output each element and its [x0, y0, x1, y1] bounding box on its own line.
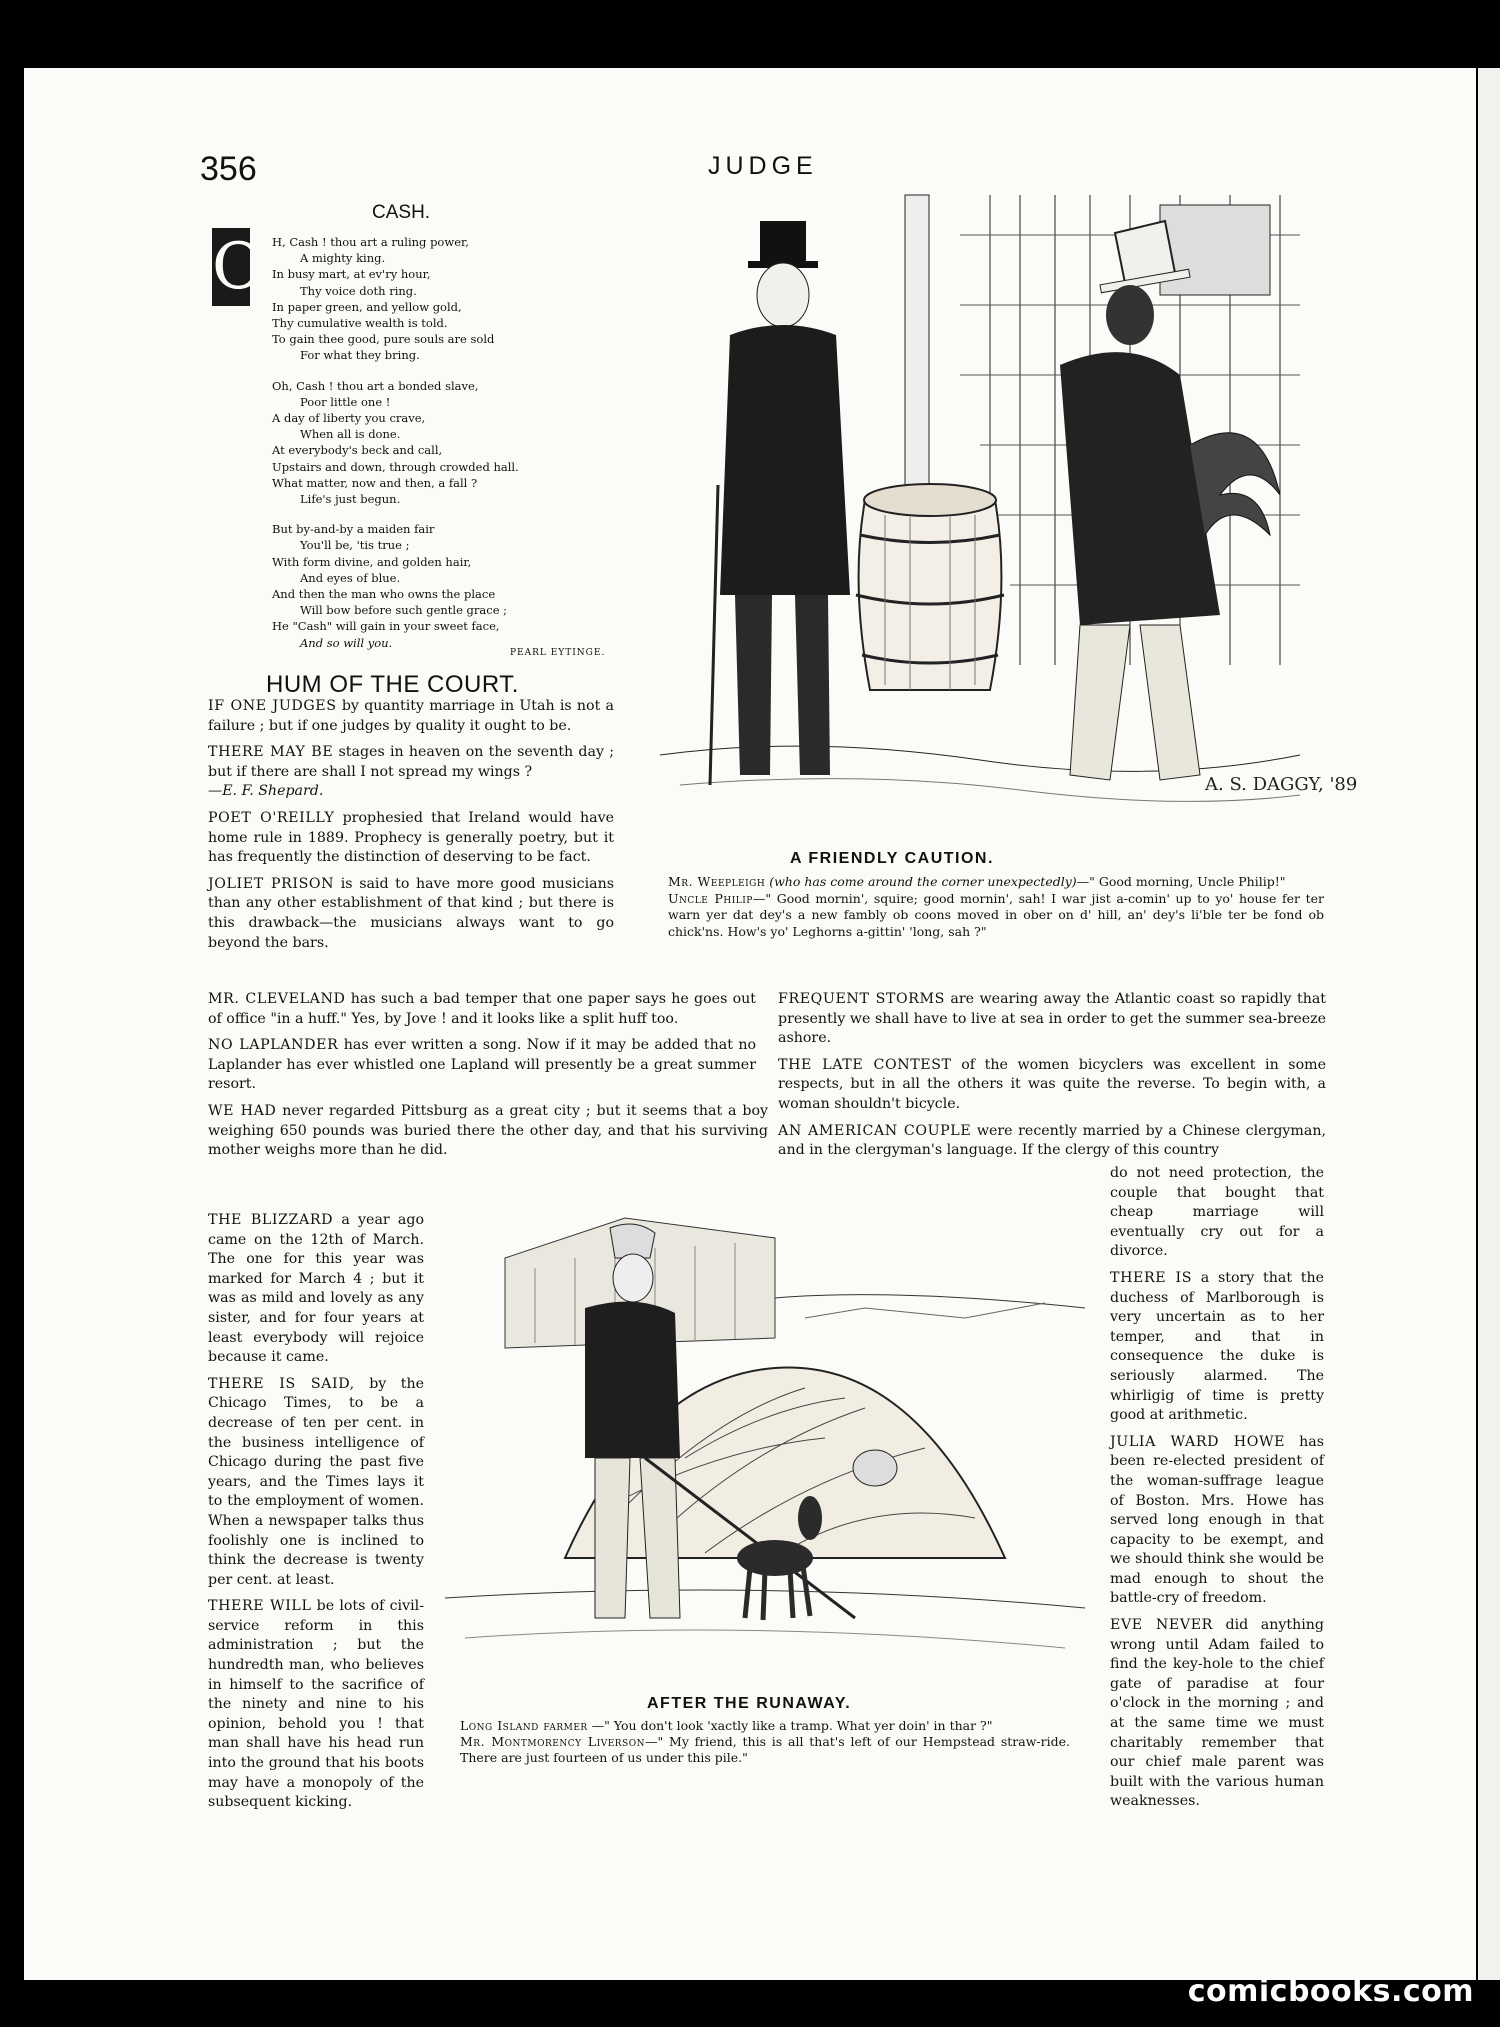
column-bottom-right: [778, 990, 1326, 1168]
caption-line: [460, 1718, 1070, 1734]
paragraph: [1110, 1269, 1324, 1426]
paragraph-lead: AN AMERICAN COUPLE: [778, 1122, 972, 1139]
cartoon-title: AFTER THE RUNAWAY.: [647, 1695, 852, 1712]
poem-line: And so will you.: [300, 635, 393, 650]
poem-line: Thy cumulative wealth is told.: [272, 316, 448, 331]
paragraph: [1110, 1164, 1324, 1262]
paragraph-text: did anything wrong until Adam failed to find the key-hole to the chief gate of paradise at four o'clock in the morning ; and at the same time we must charitably remember that our chief male parent was built with the various human weaknesses.: [1110, 1617, 1324, 1810]
speaker: Long Island farmer: [460, 1718, 588, 1733]
signature: —E. F. Shepard.: [208, 783, 324, 800]
paragraph-lead: POET O'REILLY: [208, 809, 335, 826]
facing-page-edge: [1478, 68, 1500, 1980]
speech: —" Good mornin', squire; good mornin', sah! I war jist a-comin' up to yo' house fer ter warn yer dat dey's a new fambly ob coons moved in ober on d' hill, an' dey's li'ble ter be fond ob chick'ns. How's yo' Leghorns a-gittin' 'long, sah ?": [668, 890, 1324, 939]
paragraph-lead: THERE IS SAID,: [208, 1375, 355, 1392]
poem-line: And eyes of blue.: [300, 570, 401, 585]
barrel-icon: [856, 484, 1004, 690]
paragraph-lead: THERE MAY BE: [208, 744, 334, 761]
paragraph-text: a year ago came on the 12th of March. The one for this year was marked for March 4 ; but it was as mild and lovely as any sister, and for four years at least everybody will rejoice because it came.: [208, 1212, 424, 1366]
poem-line: You'll be, 'tis true ;: [300, 538, 410, 553]
stage-direction: (who has come around the corner unexpectedly): [769, 874, 1077, 889]
poem-line: Oh, Cash ! thou art a bonded slave,: [272, 378, 479, 393]
column-hum-top: [208, 697, 614, 960]
paragraph-lead: NO LAPLANDER: [208, 1037, 339, 1054]
poem-line: At everybody's beck and call,: [272, 443, 443, 458]
paragraph-text: has been re-elected president of the woman-suffrage league of Boston. Mrs. Howe has served long enough in that capacity to be exempt, and we should think she would be mad enough to shout the battle-cry of freedom.: [1110, 1433, 1324, 1607]
paragraph: [208, 990, 756, 1029]
poem-line: A day of liberty you crave,: [272, 411, 426, 426]
gentleman-figure: [710, 221, 850, 785]
poem-line: A mighty king.: [300, 251, 386, 266]
caption-line: [460, 1734, 1070, 1766]
paragraph-text: a story that the duchess of Marlborough is very uncertain as to her temper, and that in consequence the duke is seriously alarmed. The whirligig of time is pretty good at arithmetic.: [1110, 1269, 1324, 1424]
poem-line: But by-and-by a maiden fair: [272, 522, 435, 537]
paragraph-lead: MR. CLEVELAND: [208, 991, 346, 1007]
poem-line: And then the man who owns the place: [272, 587, 496, 602]
paragraph: [208, 1036, 756, 1095]
cartoon-caption: [668, 874, 1324, 940]
cartoon-title: A FRIENDLY CAUTION.: [790, 850, 994, 867]
cartoon-drawing: [660, 195, 1358, 815]
speech: —" You don't look 'xactly like a tramp. What yer doin' in thar ?": [587, 1718, 993, 1733]
poem-stanza: [272, 234, 672, 364]
paragraph-lead: THE BLIZZARD: [208, 1212, 334, 1228]
masthead: JUDGE: [708, 152, 818, 180]
paragraph: [208, 697, 614, 736]
paragraph: [778, 1056, 1326, 1115]
paragraph: [208, 1375, 424, 1591]
paragraph-text: prophesied that Ireland would have home rule in 1889. Prophecy is generally poetry, but it has frequently the distinction of deserving to be fact.: [208, 809, 614, 866]
page-number: 356: [200, 150, 257, 188]
cartoon-drawing: [445, 1198, 1085, 1678]
speaker: Mr. Weepleigh: [668, 874, 766, 889]
paragraph: [778, 990, 1326, 1049]
poem-line: Thy voice doth ring.: [300, 283, 417, 298]
paragraph: [208, 809, 614, 868]
poem-line: Life's just begun.: [300, 492, 401, 507]
paragraph-lead: EVE NEVER: [1110, 1617, 1213, 1634]
poem-line: Poor little one !: [300, 394, 391, 409]
paragraph-text: stages in heaven on the seventh day ; but if there are shall I not spread my wings ?: [208, 744, 615, 780]
paragraph: [778, 1122, 1326, 1161]
caption-line: [668, 874, 1324, 891]
paragraph: [208, 743, 614, 802]
caption-line: [668, 891, 1324, 941]
paragraph-lead: JULIA WARD HOWE: [1110, 1433, 1286, 1450]
poem-line: In busy mart, at ev'ry hour,: [272, 267, 431, 282]
paragraph-text: do not need protection, the couple that bought that cheap marriage will eventually cry out for a divorce.: [1110, 1165, 1324, 1260]
poem-body: [272, 234, 672, 665]
paragraph-text: were recently married by a Chinese clergyman, and in the clergyman's language. If the clergy of this country: [778, 1122, 1326, 1159]
speaker: Mr. Montmorency Liverson: [460, 1734, 645, 1749]
poem-line: He "Cash" will gain in your sweet face,: [272, 619, 500, 634]
poem-author: PEARL EYTINGE.: [510, 648, 606, 658]
poem-stanza: [272, 378, 672, 508]
paragraph-lead: THERE IS: [1110, 1269, 1193, 1286]
poem-stanza: [272, 521, 672, 651]
paragraph-text: by quantity marriage in Utah is not a failure ; but if one judges by quality it ought to be.: [208, 698, 615, 734]
paragraph: [1110, 1433, 1324, 1609]
paragraph: [208, 1102, 768, 1161]
poem-line: For what they bring.: [300, 348, 420, 363]
artist-signature: A. S. DAGGY, '89: [1205, 774, 1358, 795]
poem-line: H, Cash ! thou art a ruling power,: [272, 235, 469, 249]
speech: —" Good morning, Uncle Philip!": [1076, 874, 1286, 889]
poem-line: Will bow before such gentle grace ;: [300, 603, 508, 618]
paragraph-lead: THE LATE CONTEST: [778, 1056, 952, 1073]
poem-title: CASH.: [372, 202, 431, 223]
column-right-narrow: [1110, 1164, 1324, 1819]
cartoon-illustration-friendly-caution: [660, 195, 1358, 815]
paragraph: [208, 1211, 424, 1368]
paragraph-text: has such a bad temper that one paper says he goes out of office "in a huff." Yes, by Jove ! and it looks like a split huff too.: [208, 991, 756, 1027]
cartoon-caption: [460, 1718, 1070, 1766]
speaker: Uncle Philip: [668, 890, 753, 906]
poem-line: When all is done.: [300, 427, 401, 442]
paragraph: [208, 1597, 424, 1813]
poem-line: To gain thee good, pure souls are sold: [272, 332, 495, 347]
paragraph-text: is said to have more good musicians than any other establishment of that kind ; but there is this drawback—the musicians always want to go beyond the bars.: [208, 875, 614, 951]
paragraph-lead: FREQUENT STORMS: [778, 991, 945, 1007]
paragraph: [1110, 1616, 1324, 1812]
cartoon-illustration-after-the-runaway: [445, 1198, 1085, 1678]
poem-line: With form divine, and golden hair,: [272, 554, 472, 569]
paragraph: [208, 875, 614, 953]
poem-line: In paper green, and yellow gold,: [272, 299, 462, 314]
paragraph-lead: IF ONE JUDGES: [208, 698, 337, 714]
paragraph-lead: JOLIET PRISON: [208, 875, 335, 892]
paragraph-text: has ever written a song. Now if it may be added that no Laplander has ever whistled one Lapland will presently be a great summer resort.: [208, 1037, 756, 1093]
paragraph-lead: THERE WILL: [208, 1598, 312, 1615]
poem-line: What matter, now and then, a fall ?: [272, 475, 478, 490]
paragraph-lead: WE HAD: [208, 1102, 277, 1119]
paragraph-text: of the women bicyclers was excellent in some respects, but in all the others it was quite the reverse. To begin with, a woman shouldn't bicycle.: [778, 1056, 1326, 1112]
paragraph-text: by the Chicago Times, to be a decrease of ten per cent. in the business intelligence of Chicago during the past five years, and the Times lays it to the employment of women. When a newspaper talks thus foolishly one is inclined to think the decrease is twenty per cent. at least.: [208, 1375, 424, 1588]
speech: —" My friend, this is all that's left of our Hempstead straw-ride. There are just fourteen of us under this pile.": [460, 1734, 1070, 1765]
column-bottom-left: [208, 990, 769, 1168]
poem-drop-cap: O: [212, 230, 265, 304]
paragraph-text: never regarded Pittsburg as a great city ; but it seems that a boy weighing 650 pounds was buried there the other day, and that his surviving mother weighs more than he did.: [208, 1102, 769, 1159]
poem-line: Upstairs and down, through crowded hall.: [272, 459, 519, 474]
column-left-narrow: [208, 1211, 424, 1820]
watermark: comicbooks.com: [1187, 1974, 1474, 2009]
section-title: HUM OF THE COURT.: [266, 671, 519, 698]
paragraph-text: be lots of civil-service reform in this administration ; but the hundredth man, who believes in himself to the sacrifice of the ninety and nine to his opinion, behold you ! that man shall have his head run into the ground that his boots may have a monopoly of the subsequent kicking.: [208, 1598, 424, 1811]
paragraph-text: are wearing away the Atlantic coast so rapidly that presently we shall have to live at sea in order to get the summer sea-breeze ashore.: [778, 991, 1326, 1047]
